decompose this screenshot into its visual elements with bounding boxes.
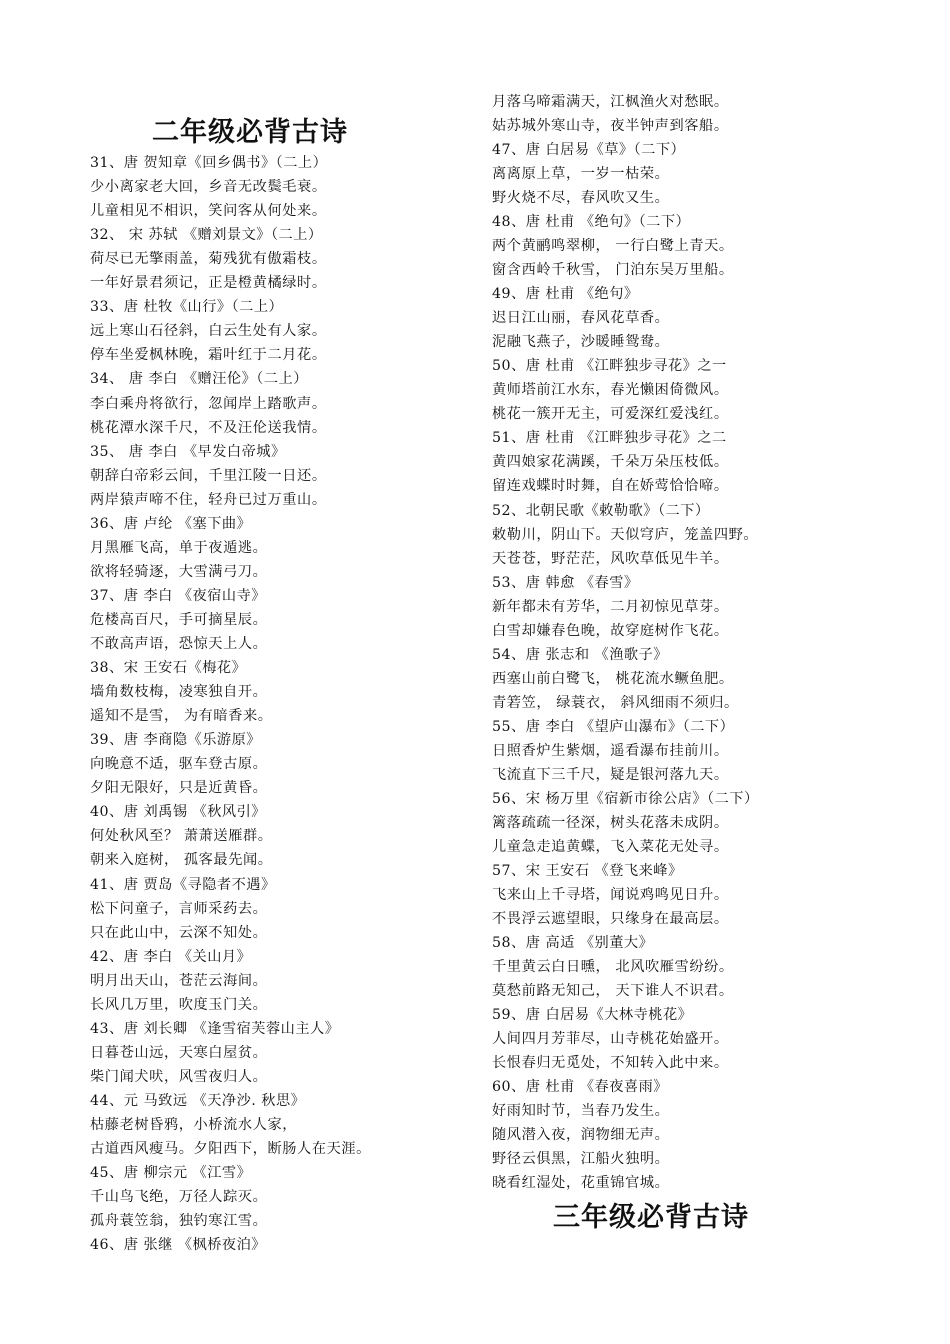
poem-heading: 48、唐 杜甫 《绝句》（二下）	[492, 214, 691, 231]
poem-line: 泥融飞燕子，沙暖睡鸳鸯。	[492, 334, 670, 351]
poem-line: 向晚意不适，驱车登古原。	[90, 756, 268, 773]
poem-line: 遥知不是雪， 为有暗香来。	[90, 708, 273, 725]
poem-heading: 36、唐 卢纶 《塞下曲》	[90, 515, 252, 532]
poem-line: 孤舟蓑笠翁，独钓寒江雪。	[90, 1213, 268, 1230]
poem-heading: 44、元 马致远 《天净沙. 秋思》	[90, 1092, 306, 1109]
poem-line: 人间四月芳菲尽，山寺桃花始盛开。	[492, 1031, 729, 1048]
poem-heading: 45、唐 柳宗元 《江雪》	[90, 1165, 252, 1182]
poem-line: 明月出天山，苍茫云海间。	[90, 972, 268, 989]
poem-line: 飞来山上千寻塔，闻说鸡鸣见日升。	[492, 886, 729, 903]
poem-line: 朝辞白帝彩云间，千里江陵一日还。	[90, 467, 327, 484]
poem-line: 两个黄鹂鸣翠柳， 一行白鹭上青天。	[492, 238, 734, 255]
grade3-title: 三年级必背古诗	[553, 1202, 749, 1233]
poem-heading: 39、唐 李商隐《乐游原》	[90, 732, 261, 749]
poem-heading: 51、唐 杜甫 《江畔独步寻花》之二	[492, 430, 727, 447]
poem-line: 停车坐爱枫林晚，霜叶红于二月花。	[90, 347, 327, 364]
poem-line: 荷尽已无擎雨盖，菊残犹有傲霜枝。	[90, 251, 327, 268]
poem-line: 松下问童子，言师采药去。	[90, 900, 268, 917]
poem-line: 古道西风瘦马。夕阳西下，断肠人在天涯。	[90, 1141, 371, 1158]
poem-heading: 32、 宋 苏轼 《赠刘景文》（二上）	[90, 227, 323, 244]
poem-line: 墙角数枝梅，凌寒独自开。	[90, 684, 268, 701]
poem-line: 篱落疏疏一径深，树头花落未成阴。	[492, 814, 729, 831]
poem-line: 长恨春归无觅处，不知转入此中来。	[492, 1055, 729, 1072]
poem-line: 晓看红湿处，花重锦官城。	[492, 1175, 670, 1192]
poem-line: 留连戏蝶时时舞，自在娇莺恰恰啼。	[492, 478, 729, 495]
poem-line: 敕勒川，阴山下。天似穹庐，笼盖四野。	[492, 526, 759, 543]
poem-line: 长风几万里，吹度玉门关。	[90, 996, 268, 1013]
poem-heading: 52、北朝民歌《敕勒歌》（二下）	[492, 502, 710, 519]
poem-line: 白雪却嫌春色晚，故穿庭树作飞花。	[492, 622, 729, 639]
poem-line: 新年都未有芳华，二月初惊见草芽。	[492, 598, 729, 615]
poem-line: 夕阳无限好，只是近黄昏。	[90, 780, 268, 797]
grade2-title: 二年级必背古诗	[152, 117, 348, 148]
poem-heading: 38、宋 王安石《梅花》	[90, 660, 247, 677]
poem-line: 柴门闻犬吠，风雪夜归人。	[90, 1068, 268, 1085]
poem-heading: 54、唐 张志和 《渔歌子》	[492, 646, 668, 663]
poem-line: 黄师塔前江水东，春光懒困倚微风。	[492, 382, 729, 399]
poem-line: 莫愁前路无知己， 天下谁人不识君。	[492, 983, 734, 1000]
poem-heading: 53、唐 韩愈 《春雪》	[492, 574, 639, 591]
poem-heading: 50、唐 杜甫 《江畔独步寻花》之一	[492, 358, 727, 375]
poem-heading: 35、 唐 李白 《早发白帝城》	[90, 443, 286, 460]
poem-line: 不敢高声语，恐惊天上人。	[90, 636, 268, 652]
poem-line: 只在此山中，云深不知处。	[90, 924, 268, 941]
poem-line: 好雨知时节，当春乃发生。	[492, 1103, 670, 1120]
poem-line: 日照香炉生紫烟，遥看瀑布挂前川。	[492, 742, 729, 759]
poem-line: 桃花一簇开无主，可爱深红爱浅红。	[492, 406, 729, 423]
poem-heading: 37、唐 李白 《夜宿山寺》	[90, 587, 266, 604]
poem-line: 野火烧不尽，春风吹又生。	[492, 190, 670, 207]
poem-line: 何处秋风至？ 萧萧送雁群。	[90, 828, 273, 845]
poem-heading: 31、唐 贺知章《回乡偶书》（二上）	[90, 155, 328, 171]
poem-heading: 46、唐 张继 《枫桥夜泊》	[90, 1237, 266, 1254]
poem-line: 野径云俱黑，江船火独明。	[492, 1151, 670, 1168]
poem-line: 千山鸟飞绝，万径人踪灭。	[90, 1189, 268, 1206]
poem-heading: 40、唐 刘禹锡 《秋风引》	[90, 804, 266, 821]
poem-line: 窗含西岭千秋雪， 门泊东吴万里船。	[492, 262, 734, 279]
poem-line: 儿童急走追黄蝶，飞入菜花无处寻。	[492, 838, 729, 855]
poem-line: 姑苏城外寒山寺，夜半钟声到客船。	[492, 118, 729, 135]
poem-line: 不畏浮云遮望眼，只缘身在最高层。	[492, 911, 729, 928]
poem-heading: 41、唐 贾岛《寻隐者不遇》	[90, 876, 276, 893]
poem-heading: 58、唐 高适 《别董大》	[492, 935, 654, 952]
poem-heading: 47、唐 白居易《草》（二下）	[492, 142, 686, 159]
poem-line: 桃花潭水深千尺，不及汪伦送我情。	[90, 419, 327, 436]
poem-heading: 42、唐 李白 《关山月》	[90, 948, 252, 965]
poem-line: 儿童相见不相识，笑问客从何处来。	[90, 203, 327, 220]
poem-line: 日暮苍山远，天寒白屋贫。	[90, 1044, 268, 1061]
poem-heading: 59、唐 白居易《大林寺桃花》	[492, 1007, 693, 1024]
poem-line: 黄四娘家花满蹊，千朵万朵压枝低。	[492, 454, 729, 471]
poem-line: 离离原上草，一岁一枯荣。	[492, 166, 670, 183]
poem-line: 李白乘舟将欲行，忽闻岸上踏歌声。	[90, 395, 327, 412]
poem-line: 青箬笠， 绿蓑衣， 斜风细雨不须归。	[492, 694, 739, 711]
poem-line: 天苍苍，野茫茫，风吹草低见牛羊。	[492, 550, 729, 567]
poem-heading: 49、唐 杜甫 《绝句》	[492, 286, 639, 303]
poem-heading: 60、唐 杜甫 《春夜喜雨》	[492, 1079, 668, 1096]
poem-line: 朝来入庭树， 孤客最先闻。	[90, 852, 273, 869]
poem-line: 西塞山前白鹭飞， 桃花流水鳜鱼肥。	[492, 670, 734, 687]
poem-line: 迟日江山丽，春风花草香。	[492, 310, 670, 327]
poem-heading: 43、唐 刘长卿 《逢雪宿芙蓉山主人》	[90, 1020, 340, 1037]
poem-line: 危楼高百尺，手可摘星辰。	[90, 611, 268, 628]
poem-line: 月落乌啼霜满天，江枫渔火对愁眠。	[492, 94, 729, 110]
poem-heading: 33、唐 杜牧《山行》（二上）	[90, 299, 284, 316]
poem-heading: 56、宋 杨万里《宿新市徐公店》（二下）	[492, 790, 759, 807]
poem-line: 一年好景君须记，正是橙黄橘绿时。	[90, 275, 327, 292]
poem-line: 月黑雁飞高，单于夜遁逃。	[90, 539, 268, 556]
poem-line: 飞流直下三千尺，疑是银河落九天。	[492, 766, 729, 783]
poem-line: 欲将轻骑逐，大雪满弓刀。	[90, 563, 268, 580]
poem-line: 随风潜入夜，润物细无声。	[492, 1127, 670, 1144]
poem-line: 枯藤老树昏鸦，小桥流水人家，	[90, 1117, 298, 1133]
poem-line: 少小离家老大回，乡音无改鬓毛衰。	[90, 179, 327, 196]
poem-line: 远上寒山石径斜，白云生处有人家。	[90, 323, 327, 340]
poem-line: 两岸猿声啼不住，轻舟已过万重山。	[90, 491, 327, 508]
poem-line: 千里黄云白日曛， 北风吹雁雪纷纷。	[492, 959, 734, 976]
poem-heading: 34、 唐 李白 《赠汪伦》（二上）	[90, 371, 308, 388]
poem-heading: 55、唐 李白 《望庐山瀑布》（二下）	[492, 718, 735, 735]
poem-heading: 57、宋 王安石 《登飞来峰》	[492, 862, 683, 879]
